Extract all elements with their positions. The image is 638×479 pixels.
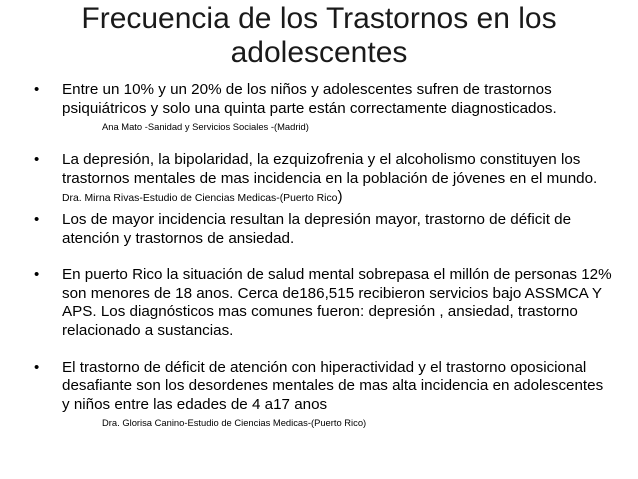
inline-citation-close: ) (337, 188, 343, 206)
bullet-icon: • (34, 81, 40, 98)
list-item-5 (34, 359, 614, 431)
list-item-text: La depresión, la bipolaridad, la ezquizofrenia y el alcoholismo constituyen los trastornos mentales de mas incidencia en la población de jóvenes en el mundo. (62, 151, 598, 187)
bullet-icon: • (34, 210, 40, 228)
list-item-text: Entre un 10% y un 20% de los niños y adolescentes sufren de trastornos psiquiátricos y solo una quinta parte están correctamente diagnosticados. (62, 81, 557, 117)
slide-title: Frecuencia de los Trastornos en los adolescentes (81, 2, 557, 69)
list-item-text: En puerto Rico la situación de salud mental sobrepasa el millón de personas 12% son menores de 18 anos. Cerca de186,515 recibieron servicios bajo ASSMCA Y APS. Los diagnósticos mas comunes fueron: depresión , ansiedad, trastorno relacionado a sustancias. (62, 266, 612, 339)
list-item-text: El trastorno de déficit de atención con hiperactividad y el trastorno oposicional desafiante son los desordenes mentales de mas alta incidencia en adolescentes y niños entre las edades de 4 a17 anos (62, 358, 604, 413)
bullet-icon: • (34, 151, 40, 169)
bullet-icon: • (34, 266, 40, 284)
list-item-text: Los de mayor incidencia resultan la depresión mayor, trastorno de déficit de atención y trastornos de ansiedad. (62, 210, 572, 247)
list-item-4 (34, 266, 614, 340)
inline-citation: Dra. Mirna Rivas-Estudio de Ciencias Medicas-(Puerto Rico (62, 193, 338, 205)
list-item-1 (34, 81, 614, 134)
citation: Ana Mato -Sanidad y Servicios Sociales -(Madrid) (102, 121, 309, 133)
citation: Dra. Glorisa Canino-Estudio de Ciencias Medicas-(Puerto Rico) (102, 417, 367, 429)
bullet-icon: • (34, 358, 40, 376)
list-item-2 (34, 151, 614, 209)
bullet-list (34, 81, 614, 430)
list-item-3 (34, 211, 614, 248)
